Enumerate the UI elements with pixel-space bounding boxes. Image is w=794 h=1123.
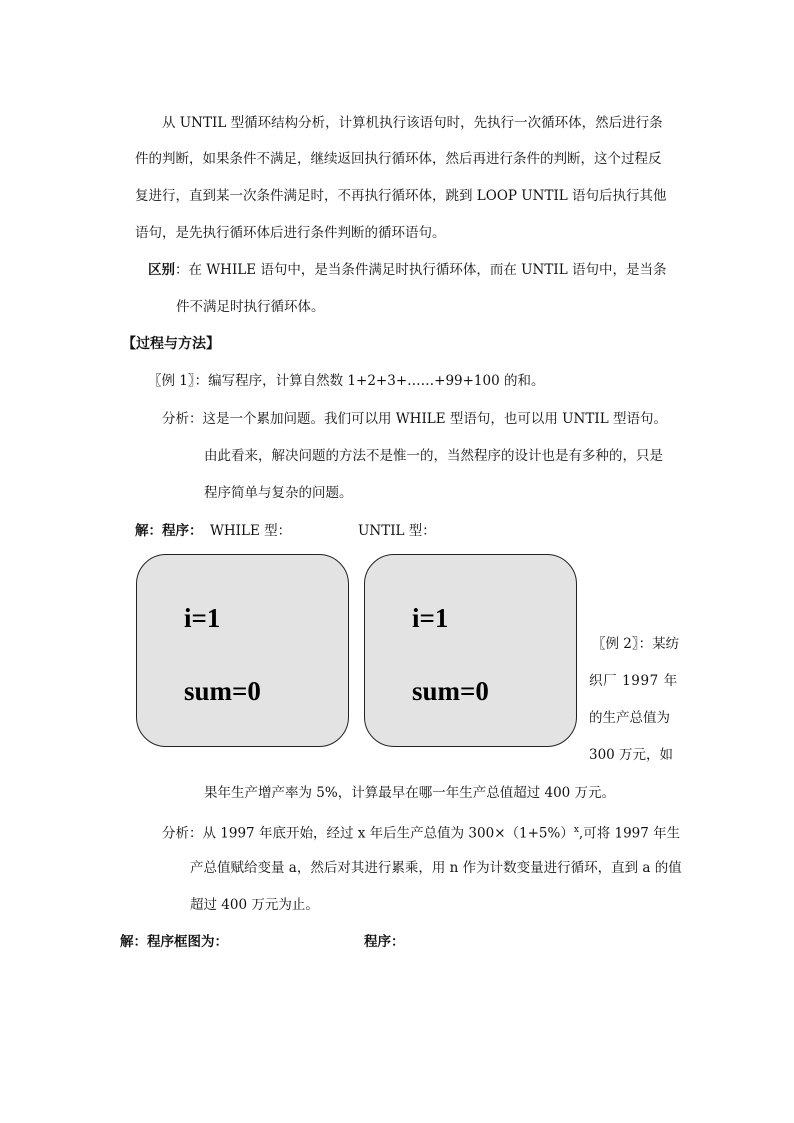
analysis1-line: 程序简单与复杂的问题。 [204,485,353,501]
example2-line: 织厂 1997 年 [589,673,678,689]
difference-text: ：在 WHILE 语句中，是当条件满足时执行循环体，而在 UNTIL 语句中，是当条 [175,262,667,278]
difference-label: 区别 [148,262,175,278]
until-type-label: UNTIL 型： [358,523,436,539]
analysis2-line-1 [162,821,680,843]
while-code-box [136,554,349,747]
analysis1-line: 分析：这是一个累加问题。我们可以用 WHILE 型语句，也可以用 UNTIL 型语句。 [162,411,667,427]
program-label: 程序： [364,934,405,950]
example2-continuation: 果年生产增产率为 5%，计算最早在哪一年生产总值超过 400 万元。 [204,785,616,801]
paragraph-line: 件的判断，如果条件不满足，继续返回执行循环体，然后再进行条件的判断，这个过程反 [135,151,662,167]
while-code-line-2: sum=0 [184,676,261,706]
analysis2-line-3: 超过 400 万元为止。 [190,897,319,913]
until-code-line-2: sum=0 [412,676,489,706]
example1-text: ：编写程序，计算自然数 1+2+3+……+99+100 的和。 [194,373,545,389]
paragraph-line: 复进行，直到某一次条件满足时，不再执行循环体，跳到 LOOP UNTIL 语句后执行其他 [135,188,667,204]
until-code-box [364,554,577,747]
example1-line [148,372,545,390]
paragraph-line: 语句，是先执行循环体后进行条件判断的循环语句。 [135,225,446,241]
example2-line: 的生产总值为 [589,710,670,726]
analysis2-text: ,可将 1997 年生 [578,825,681,842]
analysis2-text: 分析：从 1997 年底开始，经过 x 年后生产总值为 300×（1+5%） [162,825,574,842]
while-type-label: WHILE 型： [210,523,292,539]
example2-line: 〖例 2〗：某纺 [592,636,680,652]
analysis1-line: 由此看来，解决问题的方法不是惟一的，当然程序的设计也是有多种的，只是 [204,448,663,464]
section-title: 【过程与方法】 [122,336,220,352]
solution1-label: 解：程序： [135,523,203,539]
until-code-line-1: i=1 [412,603,449,633]
analysis2-line-2: 产总值赋给变量 a，然后对其进行累乘，用 n 作为计数变量进行循环，直到 a 的值 [190,860,682,876]
example2-line: 300 万元，如 [589,747,674,763]
exponent: x [573,825,579,835]
flowchart-label: 解：程序框图为： [120,934,228,950]
example1-label: 〖例 1〗 [148,373,195,389]
paragraph-line: 从 UNTIL 型循环结构分析，计算机执行该语句时，先执行一次循环体，然后进行条 [162,115,663,131]
difference-line-2: 件不满足时执行循环体。 [176,299,325,315]
difference-line [148,261,666,279]
while-code-line-1: i=1 [184,603,221,633]
